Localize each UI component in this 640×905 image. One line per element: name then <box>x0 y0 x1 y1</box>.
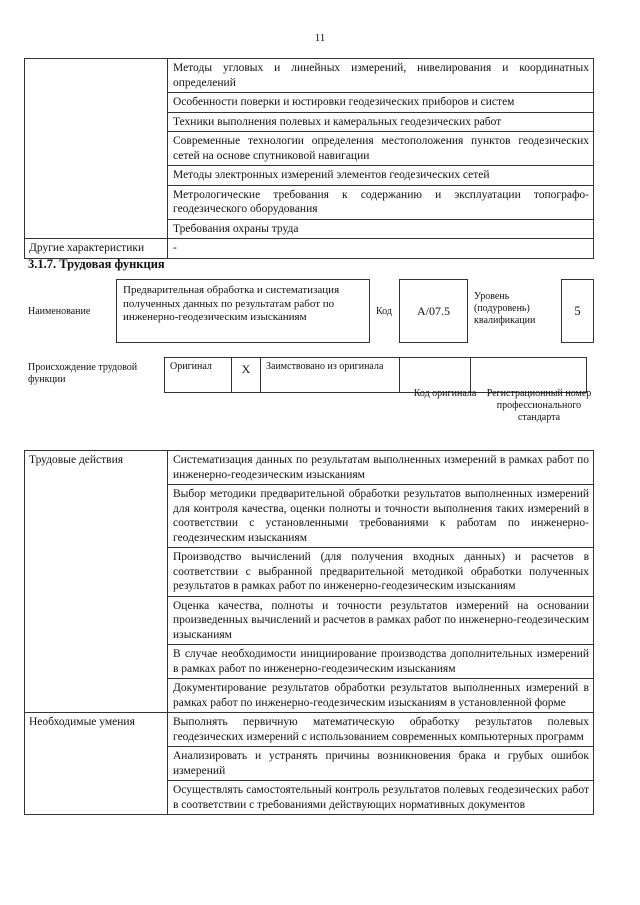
labor-action-item: Производство вычислений (для получения входных данных) и расчетов в соответствии с выбранной предварительной методикой обработки полученных результатов в рамках работ по инженерно-геодезическим изысканиям <box>168 548 594 597</box>
labor-action-item: Документирование результатов обработки результатов выполненных измерений в рамках работ по инженерно-геодезическим изысканиям в установленной форме <box>168 679 594 713</box>
knowledge-item: Методы электронных измерений элементов геодезических сетей <box>168 166 594 186</box>
knowledge-table <box>24 58 594 259</box>
knowledge-item: Методы угловых и линейных измерений, нивелирования и координатных определений <box>168 59 594 93</box>
reg-number-label: Регистрационный номер профессионального стандарта <box>486 388 592 423</box>
code-box <box>399 279 468 343</box>
level-label: Уровень (подуровень) квалификации <box>474 291 536 326</box>
code-value: А/07.5 <box>417 303 450 318</box>
page-number: 11 <box>314 32 326 44</box>
labor-action-item: Выбор методики предварительной обработки результатов выполненных измерений для контроля качества, оценки полноты и точности выполнения таких измерений в соответствии с установленными требованиями к работам по инженерно-геодезическим изысканиям <box>168 485 594 548</box>
labor-action-item: В случае необходимости инициирование производства дополнительных измерений в рамках работ по инженерно-геодезическим изысканиям <box>168 645 594 679</box>
knowledge-item: Техники выполнения полевых и камеральных геодезических работ <box>168 112 594 132</box>
skill-item: Выполнять первичную математическую обработку результатов полевых геодезических измерений с использованием современных компьютерных программ <box>168 713 594 747</box>
other-characteristics-label: Другие характеристики <box>25 239 168 259</box>
original-label: Оригинал <box>170 361 212 372</box>
borrowed-label: Заимствовано из оригинала <box>261 358 400 393</box>
knowledge-label-cell <box>25 59 168 239</box>
section-title: 3.1.7. Трудовая функция <box>28 257 165 271</box>
skill-item: Анализировать и устранять причины возникновения брака и грубых ошибок измерений <box>168 747 594 781</box>
knowledge-item: Метрологические требования к содержанию и эксплуатации топографо-геодезического оборудования <box>168 185 594 219</box>
skills-label: Необходимые умения <box>25 713 168 815</box>
labor-actions-label: Трудовые действия <box>25 451 168 713</box>
origin-label: Происхождение трудовой функции <box>28 362 138 385</box>
labor-action-item: Систематизация данных по результатам выполненных измерений в рамках работ по инженерно-геодезическим изысканиям <box>168 451 594 485</box>
knowledge-item: Особенности поверки и юстировки геодезических приборов и систем <box>168 93 594 113</box>
code-label: Код <box>376 306 392 317</box>
other-characteristics-value: - <box>168 239 594 259</box>
name-label: Наименование <box>28 306 91 317</box>
knowledge-item: Требования охраны труда <box>168 219 594 239</box>
actions-table <box>24 450 594 815</box>
knowledge-item: Современные технологии определения местоположения пунктов геодезических сетей на основе спутниковой навигации <box>168 132 594 166</box>
skill-item: Осуществлять самостоятельный контроль результатов полевых геодезических работ в соответствии с требованиями действующих нормативных документов <box>168 781 594 815</box>
original-cell <box>165 358 232 393</box>
function-name-box <box>116 279 370 343</box>
labor-action-item: Оценка качества, полноты и точности результатов измерений на основании произведенных вычислений и расчетов в рамках работ по инженерно-геодезическим изысканиям <box>168 596 594 645</box>
level-value: 5 <box>574 303 581 318</box>
original-mark: X <box>232 358 261 393</box>
origin-code-label: Код оригинала <box>413 388 477 399</box>
level-box <box>561 279 594 343</box>
function-name: Предварительная обработка и систематизация полученных данных по результатам работ по инженерно-геодезическим изысканиям <box>123 284 340 323</box>
